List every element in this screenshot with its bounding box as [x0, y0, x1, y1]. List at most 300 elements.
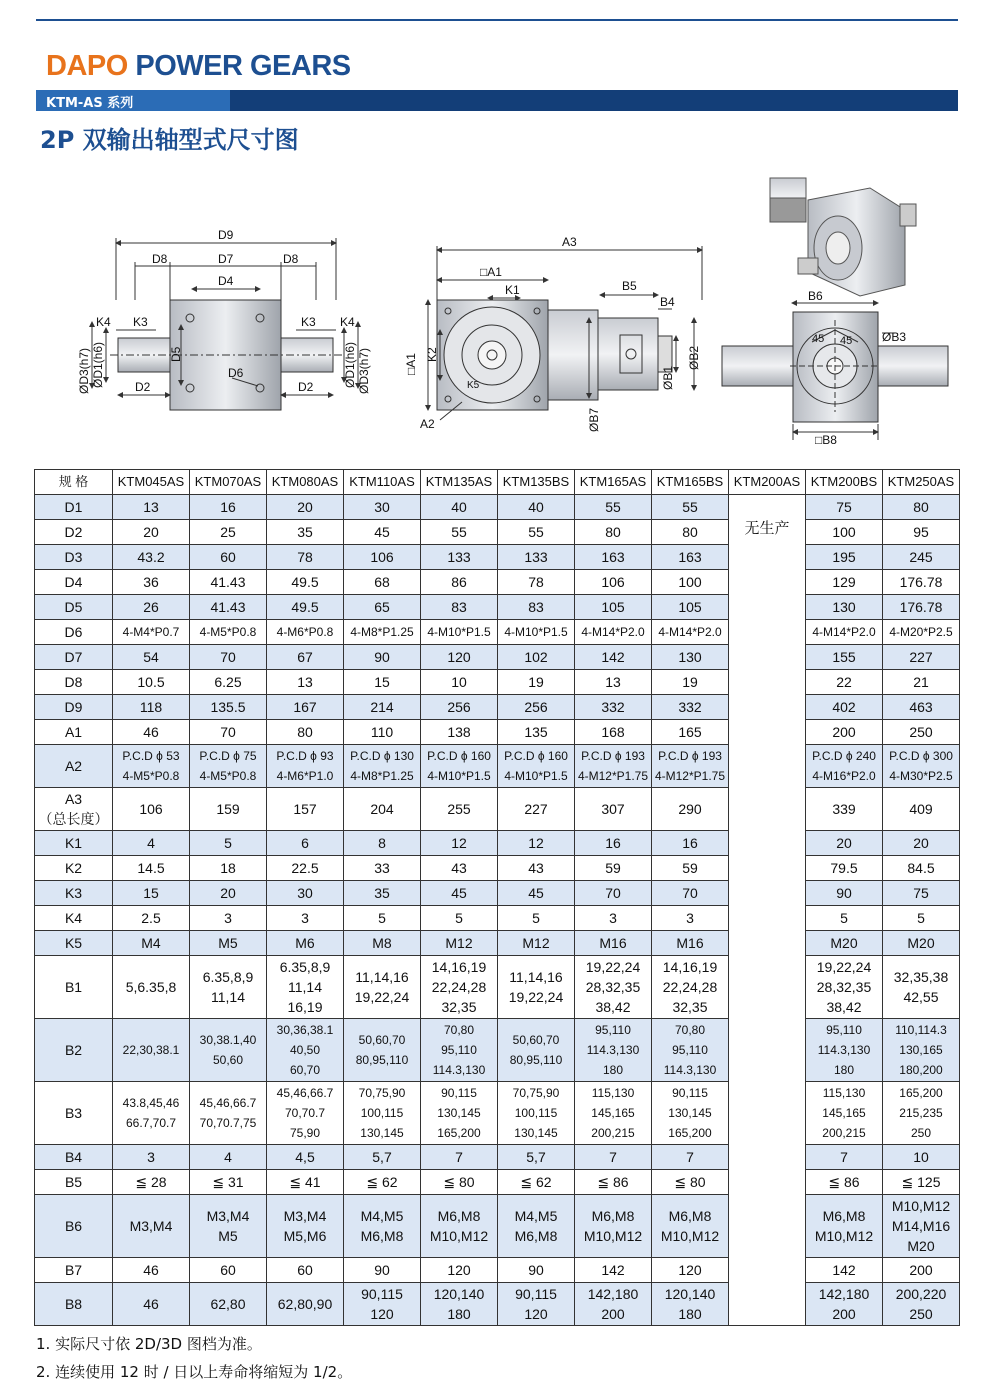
svg-text:D2: D2 [298, 380, 314, 394]
table-cell: 133 [498, 545, 575, 570]
table-cell: 35 [344, 881, 421, 906]
header-cell: KTM200BS [806, 470, 883, 495]
table-cell: 20 [883, 831, 960, 856]
svg-text:K3: K3 [301, 315, 316, 329]
svg-text:K5: K5 [467, 380, 480, 391]
svg-text:D8: D8 [152, 252, 168, 266]
row-label: B1 [35, 956, 113, 1019]
svg-text:K3: K3 [133, 315, 148, 329]
table-cell: M6,M8 M10,M12 [652, 1195, 729, 1258]
table-cell: 19 [498, 670, 575, 695]
table-cell: 75 [806, 495, 883, 520]
svg-text:D5: D5 [169, 346, 183, 362]
table-row [35, 1283, 960, 1326]
table-cell: 90,115 120 [344, 1283, 421, 1326]
table-cell: 13 [267, 670, 344, 695]
table-cell: 159 [190, 788, 267, 831]
table-cell: 55 [575, 495, 652, 520]
table-cell: 43 [498, 856, 575, 881]
table-cell: M6,M8 M10,M12 [806, 1195, 883, 1258]
table-cell: 49.5 [267, 595, 344, 620]
table-row [35, 831, 960, 856]
brand-logo [46, 50, 351, 83]
table-cell: 65 [344, 595, 421, 620]
table-cell: 118 [113, 695, 190, 720]
table-cell: 13 [113, 495, 190, 520]
table-cell: 16 [575, 831, 652, 856]
table-cell: 7 [421, 1145, 498, 1170]
table-cell: 90 [806, 881, 883, 906]
row-label: D2 [35, 520, 113, 545]
table-cell: ≦ 80 [421, 1170, 498, 1195]
row-label: K5 [35, 931, 113, 956]
table-cell: 138 [421, 720, 498, 745]
table-row [35, 931, 960, 956]
table-cell: 67 [267, 645, 344, 670]
svg-text:K2: K2 [425, 347, 439, 362]
side-view-drawing [428, 246, 702, 420]
table-cell: 90 [344, 1258, 421, 1283]
table-cell: 95,110 114.3,130 180 [806, 1019, 883, 1082]
table-cell: 70 [652, 881, 729, 906]
table-cell: M20 [883, 931, 960, 956]
table-cell: 14,16,19 22,24,28 32,35 [652, 956, 729, 1019]
table-cell: 33 [344, 856, 421, 881]
table-cell: 46 [113, 1283, 190, 1326]
table-cell: 90 [498, 1258, 575, 1283]
table-cell: 80 [883, 495, 960, 520]
table-cell: 214 [344, 695, 421, 720]
table-cell: 46 [113, 1258, 190, 1283]
table-cell: 19,22,24 28,32,35 38,42 [806, 956, 883, 1019]
svg-text:ØD1(h6): ØD1(h6) [91, 341, 105, 388]
table-cell: 5 [421, 906, 498, 931]
table-cell: 7 [575, 1145, 652, 1170]
table-cell: 176.78 [883, 595, 960, 620]
table-cell: 142 [575, 1258, 652, 1283]
flange-view-drawing [722, 303, 948, 440]
table-cell: 32,35,38 42,55 [883, 956, 960, 1019]
table-row [35, 788, 960, 831]
row-label: K1 [35, 831, 113, 856]
svg-text:45: 45 [812, 333, 825, 345]
table-cell: 18 [190, 856, 267, 881]
table-cell: 45 [421, 881, 498, 906]
table-cell: 5 [498, 906, 575, 931]
table-cell: 90,115 130,145 165,200 [652, 1082, 729, 1145]
table-cell: 115,130 145,165 200,215 [806, 1082, 883, 1145]
svg-text:ØB1: ØB1 [661, 365, 675, 390]
table-cell: 4-M8*P1.25 [344, 620, 421, 645]
row-label: D5 [35, 595, 113, 620]
table-cell: 45 [344, 520, 421, 545]
row-label: D7 [35, 645, 113, 670]
table-cell: 142,180 200 [806, 1283, 883, 1326]
table-cell: 332 [652, 695, 729, 720]
table-cell: M3,M4 [113, 1195, 190, 1258]
table-cell: 15 [113, 881, 190, 906]
table-cell: ≦ 28 [113, 1170, 190, 1195]
table-cell: P.C.D ϕ 53 4-M5*P0.8 [113, 745, 190, 788]
table-cell: 41.43 [190, 595, 267, 620]
table-row [35, 1082, 960, 1145]
table-cell: 402 [806, 695, 883, 720]
table-cell: 105 [575, 595, 652, 620]
note-1: 1. 实际尺寸依 2D/3D 图档为准。 [36, 1335, 262, 1353]
table-cell: 10.5 [113, 670, 190, 695]
table-cell: 168 [575, 720, 652, 745]
table-cell: 84.5 [883, 856, 960, 881]
table-cell: 43 [421, 856, 498, 881]
table-row [35, 1019, 960, 1082]
table-cell: 80 [652, 520, 729, 545]
row-label: K3 [35, 881, 113, 906]
table-cell: 10 [421, 670, 498, 695]
table-cell: 55 [421, 520, 498, 545]
svg-text:ØD1(h6): ØD1(h6) [343, 341, 357, 388]
table-cell: 4 [113, 831, 190, 856]
table-cell: M4,M5 M6,M8 [498, 1195, 575, 1258]
table-row [35, 545, 960, 570]
table-cell: M20 [806, 931, 883, 956]
table-cell: 195 [806, 545, 883, 570]
table-cell: 3 [267, 906, 344, 931]
row-label: D4 [35, 570, 113, 595]
table-cell: 5,7 [344, 1145, 421, 1170]
svg-text:D9: D9 [218, 228, 234, 242]
table-cell: 11,14,16 19,22,24 [344, 956, 421, 1019]
table-cell: ≦ 125 [883, 1170, 960, 1195]
table-cell: 176.78 [883, 570, 960, 595]
table-cell: 12 [421, 831, 498, 856]
table-cell: 6.35,8,9 11,14 16,19 [267, 956, 344, 1019]
table-cell: 4-M14*P2.0 [575, 620, 652, 645]
table-cell: 120 [421, 1258, 498, 1283]
table-row [35, 595, 960, 620]
table-cell: 250 [883, 720, 960, 745]
table-cell: 135.5 [190, 695, 267, 720]
dimension-drawings [0, 160, 990, 465]
table-cell: ≦ 80 [652, 1170, 729, 1195]
table-cell: 409 [883, 788, 960, 831]
svg-text:45: 45 [840, 335, 853, 347]
table-cell: 45 [498, 881, 575, 906]
table-row [35, 745, 960, 788]
table-row [35, 720, 960, 745]
header-cell: KTM045AS [113, 470, 190, 495]
header-cell: KTM135BS [498, 470, 575, 495]
table-cell: ≦ 86 [575, 1170, 652, 1195]
table-cell: 55 [652, 495, 729, 520]
row-label: B4 [35, 1145, 113, 1170]
table-cell: 70,75,90 100,115 130,145 [498, 1082, 575, 1145]
table-cell: 50,60,70 80,95,110 [498, 1019, 575, 1082]
table-row [35, 906, 960, 931]
table-cell: 4-M14*P2.0 [806, 620, 883, 645]
table-cell: 60 [267, 1258, 344, 1283]
table-cell: 20 [113, 520, 190, 545]
table-cell: 26 [113, 595, 190, 620]
table-row [35, 695, 960, 720]
table-cell: 142,180 200 [575, 1283, 652, 1326]
row-label: D8 [35, 670, 113, 695]
table-cell: M4 [113, 931, 190, 956]
table-cell: P.C.D ϕ 160 4-M10*P1.5 [498, 745, 575, 788]
table-cell: ≦ 86 [806, 1170, 883, 1195]
svg-text:B5: B5 [622, 279, 637, 293]
table-cell: 200 [883, 1258, 960, 1283]
table-cell: 227 [498, 788, 575, 831]
table-cell: 45,46,66.7 70,70.7 75,90 [267, 1082, 344, 1145]
header-cell: KTM135AS [421, 470, 498, 495]
table-cell: 50,60,70 80,95,110 [344, 1019, 421, 1082]
spec-table [34, 469, 960, 1326]
table-cell: 255 [421, 788, 498, 831]
table-cell: 21 [883, 670, 960, 695]
svg-text:D4: D4 [218, 274, 234, 288]
table-cell: 120 [421, 645, 498, 670]
table-cell: 4-M5*P0.8 [190, 620, 267, 645]
header-cell: KTM165BS [652, 470, 729, 495]
table-cell: P.C.D ϕ 193 4-M12*P1.75 [575, 745, 652, 788]
svg-text:B4: B4 [660, 295, 675, 309]
table-cell: 332 [575, 695, 652, 720]
table-cell: 95 [883, 520, 960, 545]
table-cell: P.C.D ϕ 93 4-M6*P1.0 [267, 745, 344, 788]
table-cell: 8 [344, 831, 421, 856]
table-cell: 36 [113, 570, 190, 595]
page-title: 2P 双输出轴型式尺寸图 [40, 126, 299, 154]
svg-text:A3: A3 [562, 235, 577, 249]
table-cell: 4,5 [267, 1145, 344, 1170]
svg-text:ØB2: ØB2 [687, 345, 701, 370]
table-row [35, 570, 960, 595]
table-cell: 25 [190, 520, 267, 545]
table-cell: P.C.D ϕ 193 4-M12*P1.75 [652, 745, 729, 788]
table-row [35, 956, 960, 1019]
table-cell: 307 [575, 788, 652, 831]
table-cell: M16 [575, 931, 652, 956]
table-cell: 14.5 [113, 856, 190, 881]
table-cell: 70 [190, 720, 267, 745]
table-cell: 11,14,16 19,22,24 [498, 956, 575, 1019]
table-cell: 30 [344, 495, 421, 520]
table-cell: M6,M8 M10,M12 [575, 1195, 652, 1258]
svg-text:K4: K4 [96, 315, 111, 329]
table-cell: 83 [421, 595, 498, 620]
table-cell: 115,130 145,165 200,215 [575, 1082, 652, 1145]
table-cell: P.C.D ϕ 160 4-M10*P1.5 [421, 745, 498, 788]
table-cell: 78 [267, 545, 344, 570]
table-cell: 133 [421, 545, 498, 570]
table-cell: 20 [267, 495, 344, 520]
table-cell: 227 [883, 645, 960, 670]
table-cell: 22 [806, 670, 883, 695]
row-label: B8 [35, 1283, 113, 1326]
table-cell: 3 [113, 1145, 190, 1170]
svg-text:K1: K1 [505, 283, 520, 297]
table-cell: 54 [113, 645, 190, 670]
table-cell: 463 [883, 695, 960, 720]
table-cell: 6.35,8,9 11,14 [190, 956, 267, 1019]
table-cell: 70,80 95,110 114.3,130 [652, 1019, 729, 1082]
table-cell: 70 [575, 881, 652, 906]
table-cell: 3 [652, 906, 729, 931]
table-cell: 142 [806, 1258, 883, 1283]
table-cell: 204 [344, 788, 421, 831]
table-cell: 19,22,24 28,32,35 38,42 [575, 956, 652, 1019]
table-cell: 5,6.35,8 [113, 956, 190, 1019]
table-row [35, 620, 960, 645]
table-cell: 90,115 120 [498, 1283, 575, 1326]
row-label: B7 [35, 1258, 113, 1283]
table-cell: 95,110 114.3,130 180 [575, 1019, 652, 1082]
table-cell: 15 [344, 670, 421, 695]
table-cell: 157 [267, 788, 344, 831]
table-cell: 155 [806, 645, 883, 670]
table-cell: 86 [421, 570, 498, 595]
table-cell: 45,46,66.7 70,70.7,75 [190, 1082, 267, 1145]
table-cell: M10,M12 M14,M16 M20 [883, 1195, 960, 1258]
table-cell: 105 [652, 595, 729, 620]
table-cell: 290 [652, 788, 729, 831]
row-label: D3 [35, 545, 113, 570]
row-label: A3 （总长度） [35, 788, 113, 831]
table-cell: 5 [883, 906, 960, 931]
table-cell: M3,M4 M5,M6 [267, 1195, 344, 1258]
table-cell: 10 [883, 1145, 960, 1170]
table-cell: 62,80,90 [267, 1283, 344, 1326]
table-cell: 100 [806, 520, 883, 545]
table-cell: 43.2 [113, 545, 190, 570]
top-rule [36, 19, 958, 21]
table-cell: 70,80 95,110 114.3,130 [421, 1019, 498, 1082]
table-cell: 339 [806, 788, 883, 831]
table-cell: 200,220 250 [883, 1283, 960, 1326]
header-cell: KTM165AS [575, 470, 652, 495]
table-cell: 4-M10*P1.5 [498, 620, 575, 645]
svg-text:D2: D2 [135, 380, 151, 394]
table-cell: P.C.D ϕ 130 4-M8*P1.25 [344, 745, 421, 788]
table-cell: 106 [113, 788, 190, 831]
table-cell: 16 [652, 831, 729, 856]
table-cell: 165,200 215,235 250 [883, 1082, 960, 1145]
table-cell: 110,114.3 130,165 180,200 [883, 1019, 960, 1082]
table-row [35, 1170, 960, 1195]
header-cell: 规 格 [35, 470, 113, 495]
table-cell: 135 [498, 720, 575, 745]
table-cell: ≦ 62 [344, 1170, 421, 1195]
row-label: A1 [35, 720, 113, 745]
table-cell: 13 [575, 670, 652, 695]
svg-text:ØB7: ØB7 [587, 407, 601, 432]
table-cell: 4 [190, 1145, 267, 1170]
table-cell: 83 [498, 595, 575, 620]
row-label: A2 [35, 745, 113, 788]
table-row [35, 1258, 960, 1283]
table-cell: 165 [652, 720, 729, 745]
table-cell: 130 [806, 595, 883, 620]
table-cell: 129 [806, 570, 883, 595]
svg-text:D7: D7 [218, 252, 234, 266]
table-cell: 110 [344, 720, 421, 745]
table-cell: 4-M10*P1.5 [421, 620, 498, 645]
svg-text:ØD3(h7): ØD3(h7) [357, 347, 371, 394]
table-cell: 5 [344, 906, 421, 931]
table-cell: 120 [652, 1258, 729, 1283]
table-cell: 40 [421, 495, 498, 520]
table-cell: P.C.D ϕ 75 4-M5*P0.8 [190, 745, 267, 788]
header-cell: KTM080AS [267, 470, 344, 495]
table-cell: 5 [806, 906, 883, 931]
table-cell: ≦ 62 [498, 1170, 575, 1195]
table-cell: 6.25 [190, 670, 267, 695]
table-cell: 90 [344, 645, 421, 670]
table-cell: 120,140 180 [421, 1283, 498, 1326]
table-cell: ≦ 41 [267, 1170, 344, 1195]
table-cell: 30,36,38.1 40,50 60,70 [267, 1019, 344, 1082]
table-cell: 62,80 [190, 1283, 267, 1326]
table-cell: 6 [267, 831, 344, 856]
table-cell: 19 [652, 670, 729, 695]
table-cell: ≦ 31 [190, 1170, 267, 1195]
table-cell: 5,7 [498, 1145, 575, 1170]
table-cell: 80 [267, 720, 344, 745]
table-cell: 167 [267, 695, 344, 720]
table-cell: 200 [806, 720, 883, 745]
table-cell: 22.5 [267, 856, 344, 881]
table-cell: M3,M4 M5 [190, 1195, 267, 1258]
table-cell: 4-M20*P2.5 [883, 620, 960, 645]
table-cell: 79.5 [806, 856, 883, 881]
table-cell: 4-M4*P0.7 [113, 620, 190, 645]
gearbox-3d-illustration [770, 178, 916, 296]
table-row [35, 520, 960, 545]
brand-part2: POWER GEARS [135, 50, 351, 82]
series-bar [36, 90, 958, 111]
table-cell: 4-M6*P0.8 [267, 620, 344, 645]
table-cell: 59 [575, 856, 652, 881]
svg-text:K4: K4 [340, 315, 355, 329]
table-cell: M12 [498, 931, 575, 956]
table-cell: 163 [575, 545, 652, 570]
row-label: B6 [35, 1195, 113, 1258]
brand-part1: DAPO [46, 50, 128, 82]
svg-text:ØD3(h7): ØD3(h7) [77, 347, 91, 394]
svg-text:D8: D8 [283, 252, 299, 266]
table-cell: 120,140 180 [652, 1283, 729, 1326]
table-cell: M5 [190, 931, 267, 956]
svg-text:ØB3: ØB3 [882, 330, 907, 344]
table-cell: 30 [267, 881, 344, 906]
table-cell: 70 [190, 645, 267, 670]
table-row [35, 881, 960, 906]
table-cell: 90,115 130,145 165,200 [421, 1082, 498, 1145]
table-cell: 68 [344, 570, 421, 595]
table-row [35, 645, 960, 670]
table-cell: M6,M8 M10,M12 [421, 1195, 498, 1258]
table-cell: P.C.D ϕ 300 4-M30*P2.5 [883, 745, 960, 788]
table-cell: 2.5 [113, 906, 190, 931]
header-cell: KTM250AS [883, 470, 960, 495]
table-cell: 70,75,90 100,115 130,145 [344, 1082, 421, 1145]
table-cell: 106 [344, 545, 421, 570]
table-cell: M6 [267, 931, 344, 956]
table-row [35, 1195, 960, 1258]
table-row [35, 670, 960, 695]
notes [36, 1330, 352, 1386]
header-cell: KTM070AS [190, 470, 267, 495]
